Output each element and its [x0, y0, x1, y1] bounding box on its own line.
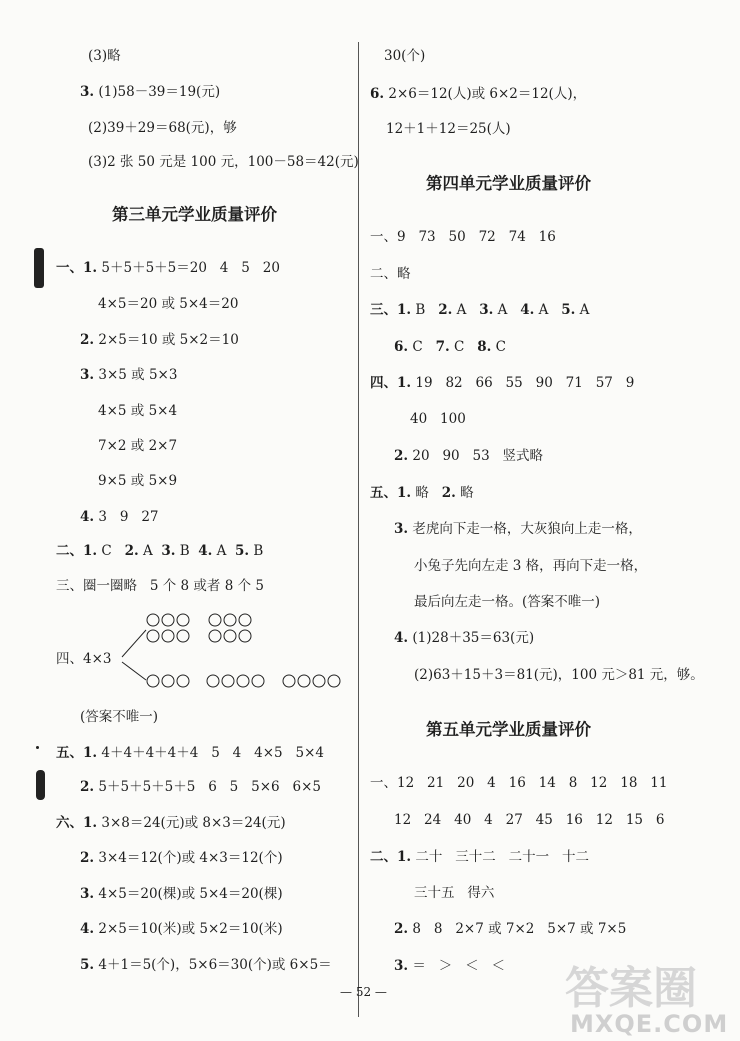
answer-line — [394, 338, 506, 356]
ink-mark — [36, 746, 39, 749]
item-number: 五、1. — [56, 745, 98, 761]
answer-text: B — [253, 543, 264, 559]
item-number: 3. — [394, 958, 409, 974]
answer-text: 2×5＝10(米)或 5×2＝10(米) — [98, 921, 283, 937]
item-number: 2. — [80, 850, 95, 866]
answer-text: 5＋5＋5＋5＝20 4 5 20 — [101, 260, 280, 276]
item-number: 2. — [80, 779, 95, 795]
ink-mark — [36, 770, 45, 800]
answer-text: B — [415, 302, 439, 318]
answer-text: 20 90 53 竖式略 — [412, 448, 544, 464]
answer-line: 40 100 — [410, 411, 466, 427]
answer-line: 最后向左走一格。(答案不唯一) — [414, 594, 601, 610]
answer-line — [370, 374, 634, 392]
answer-line — [394, 629, 534, 647]
section-heading: 第三单元学业质量评价 — [112, 205, 277, 224]
item-number: 6. — [394, 339, 409, 355]
answer-text: 2×6＝12(人)或 6×2＝12(人)， — [388, 86, 587, 102]
item-number: 2. — [394, 921, 409, 937]
answer-text: (1)28＋35＝63(元) — [412, 630, 535, 646]
answer-line: 30(个) — [384, 48, 426, 64]
item-number: 2. — [124, 543, 139, 559]
item-number: 5. — [561, 302, 576, 318]
item-number: 2. — [394, 448, 409, 464]
item-number: 2. — [438, 302, 453, 318]
watermark-url: MXQE.COM — [570, 1010, 729, 1038]
circle-group — [147, 614, 189, 642]
item-number: 4. — [520, 302, 535, 318]
section-heading: 第五单元学业质量评价 — [426, 720, 591, 739]
section-heading: 第四单元学业质量评价 — [426, 174, 591, 193]
circle-group — [283, 675, 340, 687]
item-number: 2. — [80, 332, 95, 348]
answer-line — [394, 957, 505, 975]
answer-line: 4×5＝20 或 5×4＝20 — [98, 296, 239, 312]
answer-line: 一、12 21 20 4 16 14 8 12 18 11 — [370, 775, 668, 791]
answer-line — [370, 848, 589, 866]
answer-text: 8 8 2×7 或 7×2 5×7 或 7×5 — [412, 921, 627, 937]
answer-text: A — [497, 302, 521, 318]
item-number: 8. — [477, 339, 492, 355]
answer-line: 12 24 40 4 27 45 16 12 15 6 — [394, 812, 665, 828]
answer-text: 略 — [460, 485, 474, 501]
branch-line — [122, 630, 146, 657]
answer-text: B — [179, 543, 190, 559]
answer-text: C — [495, 339, 506, 355]
item-number: 六、1. — [56, 815, 98, 831]
circle-grouping-diagram — [0, 0, 355, 700]
column-divider — [358, 42, 359, 1017]
answer-text: 19 82 66 55 90 71 57 9 — [415, 375, 635, 391]
item-number: 3. — [479, 302, 494, 318]
answer-text: 二十 三十二 二十一 十二 — [415, 849, 590, 865]
answer-line — [80, 956, 332, 974]
answer-line — [80, 849, 283, 867]
answer-line — [370, 85, 586, 103]
answer-line: 三、圈一圈略 5 个 8 或者 8 个 5 — [56, 578, 264, 594]
answer-text: 4＋4＋4＋4＋4 5 4 4×5 5×4 — [101, 745, 324, 761]
answer-text: 3×5 或 5×3 — [98, 367, 178, 383]
item-number: 5. — [234, 543, 250, 559]
item-number: 4. — [80, 921, 95, 937]
answer-line: 二、略 — [370, 266, 411, 282]
answer-line — [80, 920, 283, 938]
watermark-logo: 答案圈 — [565, 963, 697, 1014]
answer-line: 9×5 或 5×9 — [98, 473, 178, 489]
circle-group — [147, 675, 189, 687]
item-number: 三、1. — [370, 302, 412, 318]
circle-group — [207, 675, 264, 687]
answer-line: (3)略 — [88, 48, 121, 64]
item-number: 二、1. — [370, 849, 412, 865]
item-number: 6. — [370, 86, 385, 102]
answer-line: 三十五 得六 — [414, 885, 495, 901]
item-number: 二、1. — [56, 543, 98, 559]
answer-text: 5＋5＋5＋5＋5 6 5 5×6 6×5 — [98, 779, 321, 795]
item-number: 3. — [394, 521, 409, 537]
item-number: 一、1. — [56, 260, 98, 276]
answer-text: C — [453, 339, 478, 355]
branch-line — [122, 662, 146, 680]
answer-text: 3×8＝24(元)或 8×3＝24(元) — [101, 815, 286, 831]
answer-line — [394, 920, 626, 938]
answer-text: 3×4＝12(个)或 4×3＝12(个) — [98, 850, 283, 866]
answer-line: (答案不唯一) — [80, 709, 159, 725]
item-number: 5. — [80, 957, 95, 973]
answer-line — [56, 814, 286, 832]
item-number: 3. — [161, 543, 176, 559]
answer-line: 四、4×3 — [56, 651, 112, 667]
item-number: 4. — [80, 509, 95, 525]
item-number: 五、1. — [370, 485, 412, 501]
page-number: — 52 — — [340, 985, 387, 999]
answer-line — [80, 778, 321, 796]
answer-line: 7×2 或 2×7 — [98, 438, 178, 454]
answer-text: 4＋1＝5(个)，5×6＝30(个)或 6×5＝ — [98, 957, 332, 973]
answer-text: (1)58－39＝19(元) — [98, 84, 221, 100]
item-number: 2. — [441, 485, 456, 501]
answer-text: A — [538, 302, 562, 318]
answer-text: A — [456, 302, 480, 318]
item-number: 7. — [435, 339, 450, 355]
answer-text: C — [412, 339, 436, 355]
answer-line: 12＋1＋12＝25(人) — [386, 121, 511, 137]
answer-line — [80, 885, 283, 903]
item-number: 3. — [80, 367, 95, 383]
item-number: 四、1. — [370, 375, 412, 391]
answer-text: 2×5＝10 或 5×2＝10 — [98, 332, 239, 348]
answer-text: 略 — [415, 485, 442, 501]
answer-text: A — [216, 543, 227, 559]
answer-line: 一、9 73 50 72 74 16 — [370, 229, 556, 245]
answer-line: (2)63＋15＋3＝81(元)，100 元＞81 元，够。 — [414, 667, 704, 683]
answer-text: A — [143, 543, 153, 559]
answer-line — [56, 744, 324, 762]
answer-text: A — [579, 302, 590, 318]
circle-group — [209, 614, 251, 642]
item-number: 3. — [80, 84, 95, 100]
answer-line — [394, 520, 642, 538]
answer-text: 老虎向下走一格，大灰狼向上走一格， — [412, 521, 642, 537]
answer-line — [370, 484, 474, 502]
answer-text: 3 9 27 — [98, 509, 159, 525]
item-number: 3. — [80, 886, 95, 902]
answer-line: (3)2 张 50 元是 100 元，100－58＝42(元) — [88, 154, 359, 170]
answer-line: 4×5 或 5×4 — [98, 403, 178, 419]
answer-line — [370, 301, 589, 319]
item-number: 4. — [198, 543, 213, 559]
item-number: 4. — [394, 630, 409, 646]
answer-text: C — [101, 543, 112, 559]
answer-text: ＝ ＞ ＜ ＜ — [412, 958, 506, 974]
answer-text: 4×5＝20(棵)或 5×4＝20(棵) — [98, 886, 283, 902]
answer-line: (2)39＋29＝68(元)，够 — [88, 120, 237, 136]
answer-line: 小兔子先向左走 3 格，再向下走一格， — [414, 558, 648, 574]
answer-line — [394, 447, 543, 465]
